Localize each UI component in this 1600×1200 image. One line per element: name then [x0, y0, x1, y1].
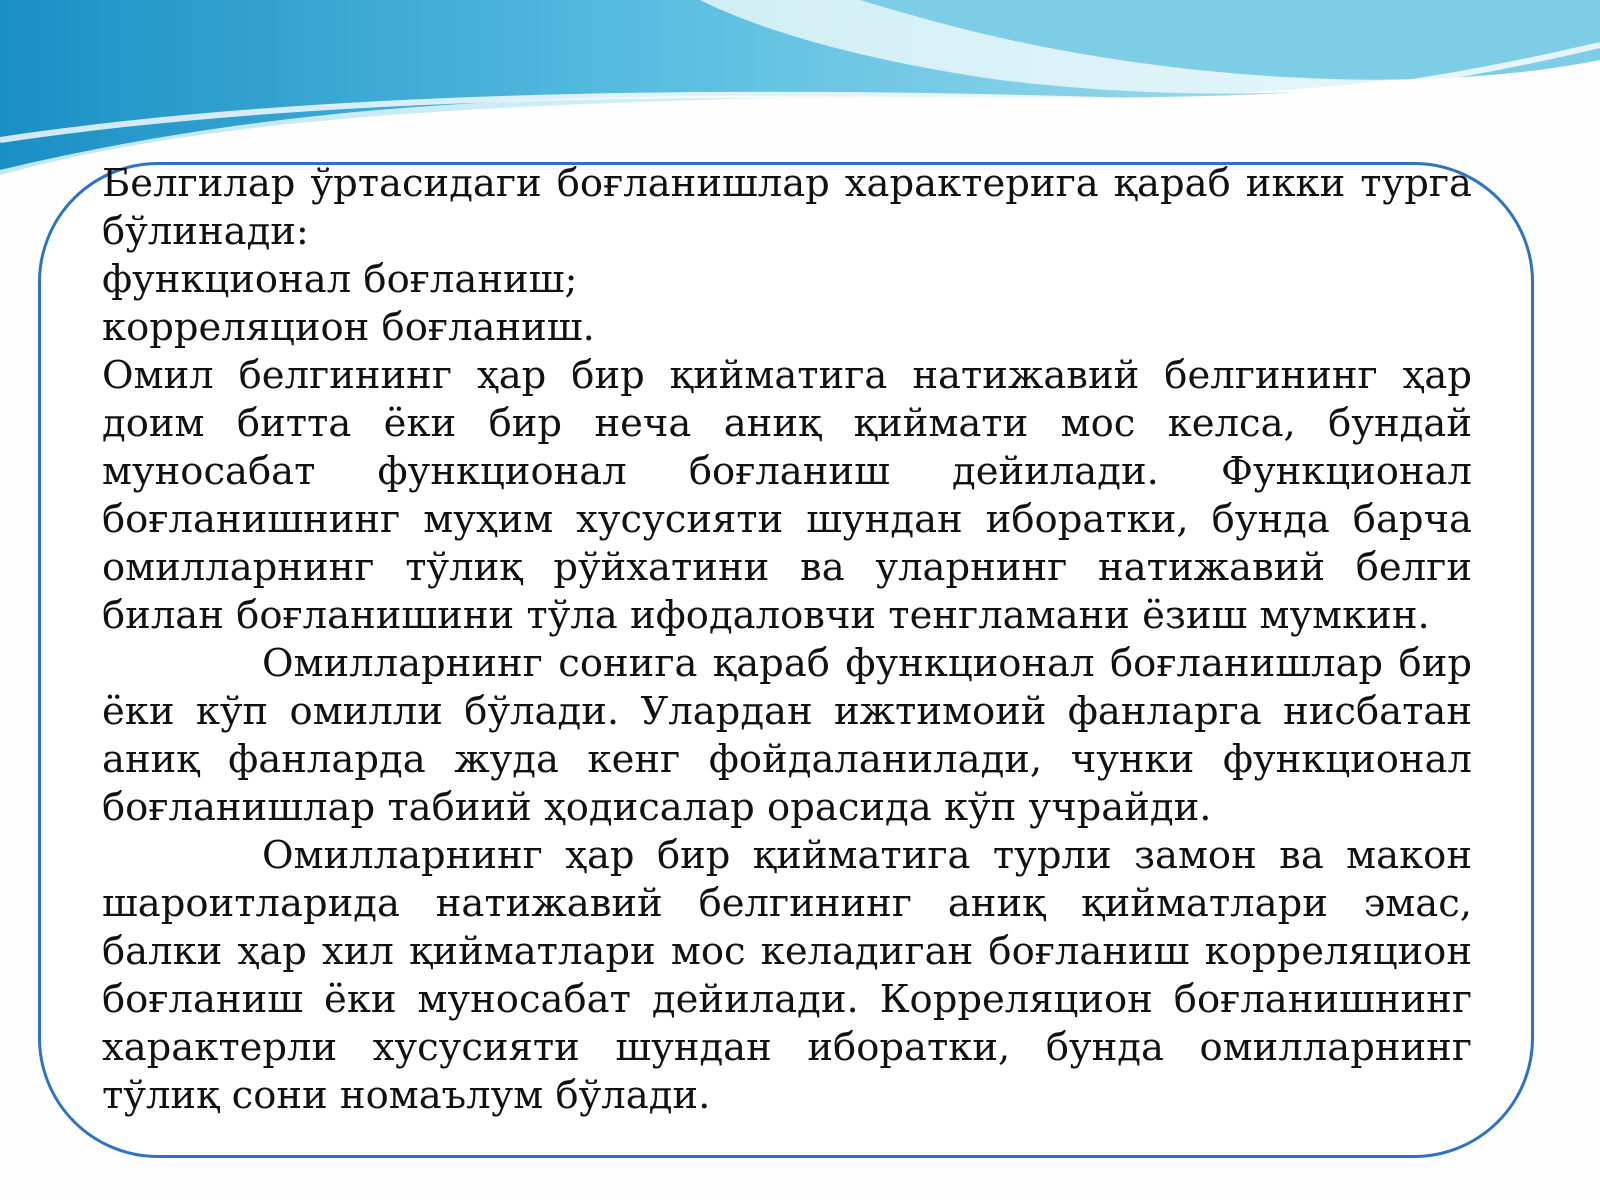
- paragraph-functional-definition: Омил белгининг ҳар бир қийматига натижавий белгининг ҳар доим битта ёки бир неча аниқ қиймати мос келса, бундай муносабат функционал боғланиш дейилади. Функционал боғланишнинг муҳим хусусияти шундан иборатки, бунда барча омилларнинг тўлиқ рўйхатини ва уларнинг натижавий белги билан боғланишини тўла ифодаловчи тенгламани ёзиш мумкин.: [102, 353, 1472, 638]
- list-item-correlation: корреляцион боғланиш.: [102, 305, 595, 350]
- paragraph-intro: Белгилар ўртасидаги боғланишлар характерига қараб икки турга бўлинади:: [102, 161, 1472, 254]
- paragraph-correlation-definition: Омилларнинг ҳар бир қийматига турли замон ва макон шароитларида натижавий белгининг аниқ қийматлари эмас, балки ҳар хил қийматлари мос келадиган боғланиш корреляцион боғланиш ёки муносабат дейилади. Корреляцион боғланишнинг характерли хусусияти шундан иборатки, бунда омилларнинг тўлиқ сони номаълум бўлади.: [102, 833, 1472, 1118]
- paragraph-factor-count: Омилларнинг сонига қараб функционал боғланишлар бир ёки кўп омилли бўлади. Улардан ижтимоий фанларга нисбатан аниқ фанларда жуда кенг фойдаланилади, чунки функционал боғланишлар табиий ҳодисалар орасида кўп учрайди.: [102, 641, 1472, 830]
- text-body: [102, 160, 1472, 1120]
- list-item-functional: функционал боғланиш;: [102, 257, 578, 302]
